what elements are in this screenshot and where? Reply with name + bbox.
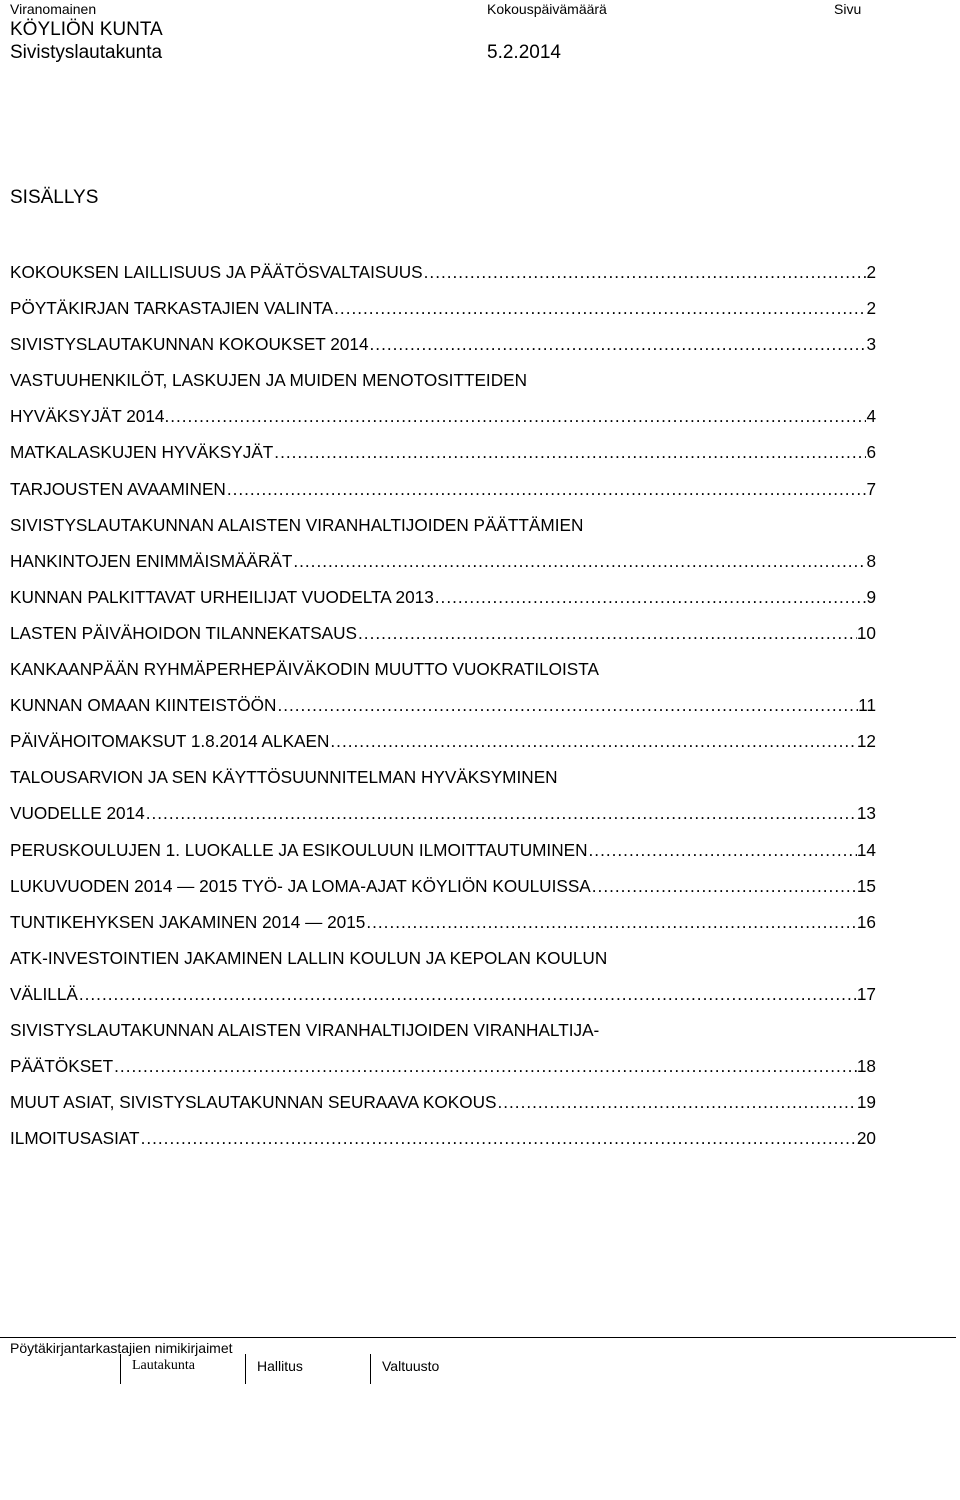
signature-cell-lautakunta: Lautakunta xyxy=(120,1354,243,1384)
toc-dot-leader xyxy=(78,976,857,1012)
toc-dot-leader xyxy=(333,290,866,326)
toc-entry[interactable] xyxy=(10,579,876,615)
toc-dot-leader xyxy=(276,687,858,723)
toc-entry-line xyxy=(10,904,876,940)
toc-title: SISÄLLYS xyxy=(10,187,99,208)
toc-dot-leader xyxy=(591,868,857,904)
toc-entry-line xyxy=(10,471,876,507)
table-of-contents xyxy=(10,254,876,1156)
toc-entry[interactable] xyxy=(10,1012,876,1084)
toc-entry-title: SIVISTYSLAUTAKUNNAN KOKOUKSET 2014 xyxy=(10,334,369,355)
toc-page-number: 17 xyxy=(856,983,876,1004)
toc-page-number: 15 xyxy=(856,875,876,896)
toc-page-number: 13 xyxy=(856,803,876,824)
toc-entry-line xyxy=(10,398,876,434)
toc-entry-line xyxy=(10,1084,876,1120)
toc-page-number: 2 xyxy=(866,298,876,319)
toc-page-number: 11 xyxy=(858,695,876,716)
signature-cell-valtuusto: Valtuusto xyxy=(370,1354,493,1384)
toc-page-number: 8 xyxy=(866,550,876,571)
toc-page-number: 18 xyxy=(856,1056,876,1077)
toc-page-number: 3 xyxy=(866,334,876,355)
toc-dot-leader xyxy=(357,615,857,651)
toc-entry-title: ILMOITUSASIAT xyxy=(10,1128,140,1149)
toc-entry[interactable] xyxy=(10,507,876,579)
toc-entry[interactable] xyxy=(10,832,876,868)
toc-entry-title: VASTUUHENKILÖT, LASKUJEN JA MUIDEN MENOTOSITTEIDEN xyxy=(10,370,527,391)
toc-page-number: 4 xyxy=(866,406,876,427)
toc-entry-title: MATKALASKUJEN HYVÄKSYJÄT xyxy=(10,442,274,463)
toc-entry-line xyxy=(10,290,876,326)
toc-dot-leader xyxy=(434,579,867,615)
toc-entry-title: MUUT ASIAT, SIVISTYSLAUTAKUNNAN SEURAAVA KOKOUS xyxy=(10,1092,497,1113)
toc-entry-line xyxy=(10,434,876,470)
page-label: Sivu xyxy=(834,1,862,17)
toc-entry-title: HANKINTOJEN ENIMMÄISMÄÄRÄT xyxy=(10,550,293,571)
toc-entry-title: KANKAANPÄÄN RYHMÄPERHEPÄIVÄKODIN MUUTTO VUOKRATILOISTA xyxy=(10,659,599,680)
toc-page-number: 6 xyxy=(866,442,876,463)
toc-entry-title: PÖYTÄKIRJAN TARKASTAJIEN VALINTA xyxy=(10,298,334,319)
toc-dot-leader xyxy=(145,795,857,831)
toc-page-number: 19 xyxy=(856,1092,876,1113)
toc-entry-title: PÄIVÄHOITOMAKSUT 1.8.2014 ALKAEN xyxy=(10,731,330,752)
toc-entry-title: SIVISTYSLAUTAKUNNAN ALAISTEN VIRANHALTIJOIDEN PÄÄTTÄMIEN xyxy=(10,514,584,535)
toc-entry-title: KUNNAN OMAAN KIINTEISTÖÖN xyxy=(10,695,277,716)
meeting-date: 5.2.2014 xyxy=(487,42,561,63)
toc-entry[interactable] xyxy=(10,434,876,470)
toc-entry-line xyxy=(10,940,876,976)
toc-entry-title: KUNNAN PALKITTAVAT URHEILIJAT VUODELTA 2013 xyxy=(10,586,434,607)
toc-entry-title: VUODELLE 2014 xyxy=(10,803,145,824)
toc-entry-title: TARJOUSTEN AVAAMINEN xyxy=(10,478,226,499)
toc-entry[interactable] xyxy=(10,723,876,759)
authority-label: Viranomainen xyxy=(10,1,97,17)
toc-entry-line xyxy=(10,1012,876,1048)
toc-entry[interactable] xyxy=(10,254,876,290)
toc-dot-leader xyxy=(365,904,857,940)
toc-entry-line xyxy=(10,687,876,723)
toc-entry-line xyxy=(10,326,876,362)
toc-entry-title: HYVÄKSYJÄT 2014. xyxy=(10,406,170,427)
toc-dot-leader xyxy=(329,723,856,759)
signatures-label: Pöytäkirjantarkastajien nimikirjaimet xyxy=(10,1340,233,1356)
toc-dot-leader xyxy=(423,254,867,290)
toc-entry[interactable] xyxy=(10,759,876,831)
toc-entry-title: VÄLILLÄ xyxy=(10,983,78,1004)
toc-entry[interactable] xyxy=(10,1120,876,1156)
toc-dot-leader xyxy=(140,1120,857,1156)
toc-dot-leader xyxy=(169,398,866,434)
toc-page-number: 7 xyxy=(866,478,876,499)
toc-dot-leader xyxy=(273,434,866,470)
toc-entry-line xyxy=(10,1048,876,1084)
toc-entry-line xyxy=(10,507,876,543)
toc-entry-title: TALOUSARVION JA SEN KÄYTTÖSUUNNITELMAN HYVÄKSYMINEN xyxy=(10,767,558,788)
toc-page-number: 2 xyxy=(866,262,876,282)
toc-entry-title: KOKOUKSEN LAILLISUUS JA PÄÄTÖSVALTAISUUS xyxy=(10,262,423,282)
toc-entry-line xyxy=(10,832,876,868)
toc-entry[interactable] xyxy=(10,940,876,1012)
municipality-name: KÖYLIÖN KUNTA xyxy=(10,19,163,40)
toc-entry-line xyxy=(10,976,876,1012)
toc-entry-line xyxy=(10,651,876,687)
toc-entry[interactable] xyxy=(10,326,876,362)
toc-entry-line xyxy=(10,362,876,398)
toc-entry[interactable] xyxy=(10,615,876,651)
toc-entry[interactable] xyxy=(10,1084,876,1120)
board-name: Sivistyslautakunta xyxy=(10,42,163,63)
toc-entry[interactable] xyxy=(10,868,876,904)
toc-page-number: 10 xyxy=(856,622,876,643)
toc-entry-title: PERUSKOULUJEN 1. LUOKALLE JA ESIKOULUUN ILMOITTAUTUMINEN xyxy=(10,839,588,860)
toc-entry[interactable] xyxy=(10,362,876,434)
toc-entry-line xyxy=(10,868,876,904)
toc-page-number: 12 xyxy=(856,731,876,752)
footer-divider xyxy=(0,1337,956,1338)
toc-entry[interactable] xyxy=(10,471,876,507)
toc-dot-leader xyxy=(588,832,857,868)
toc-entry[interactable] xyxy=(10,290,876,326)
toc-entry-line xyxy=(10,579,876,615)
toc-entry-line xyxy=(10,543,876,579)
toc-dot-leader xyxy=(226,471,867,507)
toc-dot-leader xyxy=(292,543,866,579)
toc-entry-title: TUNTIKEHYKSEN JAKAMINEN 2014 — 2015 xyxy=(10,911,366,932)
toc-page-number: 20 xyxy=(856,1128,876,1149)
toc-entry-title: LUKUVUODEN 2014 — 2015 TYÖ- JA LOMA-AJAT KÖYLIÖN KOULUISSA xyxy=(10,875,591,896)
toc-page-number: 14 xyxy=(856,839,876,860)
toc-entry-title: LASTEN PÄIVÄHOIDON TILANNEKATSAUS xyxy=(10,622,358,643)
toc-entry-line xyxy=(10,795,876,831)
toc-entry-line xyxy=(10,254,876,290)
toc-dot-leader xyxy=(369,326,867,362)
toc-entry-line xyxy=(10,1120,876,1156)
toc-entry-title: ATK-INVESTOINTIEN JAKAMINEN LALLIN KOULUN JA KEPOLAN KOULUN xyxy=(10,947,608,968)
toc-dot-leader xyxy=(113,1048,857,1084)
signature-cell-hallitus: Hallitus xyxy=(245,1354,368,1384)
toc-page-number: 9 xyxy=(866,586,876,607)
toc-entry-line xyxy=(10,759,876,795)
toc-entry-title: SIVISTYSLAUTAKUNNAN ALAISTEN VIRANHALTIJOIDEN VIRANHALTIJA- xyxy=(10,1019,600,1040)
toc-entry-line xyxy=(10,615,876,651)
toc-page-number: 16 xyxy=(856,911,876,932)
toc-entry[interactable] xyxy=(10,904,876,940)
toc-entry[interactable] xyxy=(10,651,876,723)
toc-entry-title: PÄÄTÖKSET xyxy=(10,1056,114,1077)
toc-dot-leader xyxy=(496,1084,856,1120)
toc-entry-line xyxy=(10,723,876,759)
date-label: Kokouspäivämäärä xyxy=(487,1,607,17)
